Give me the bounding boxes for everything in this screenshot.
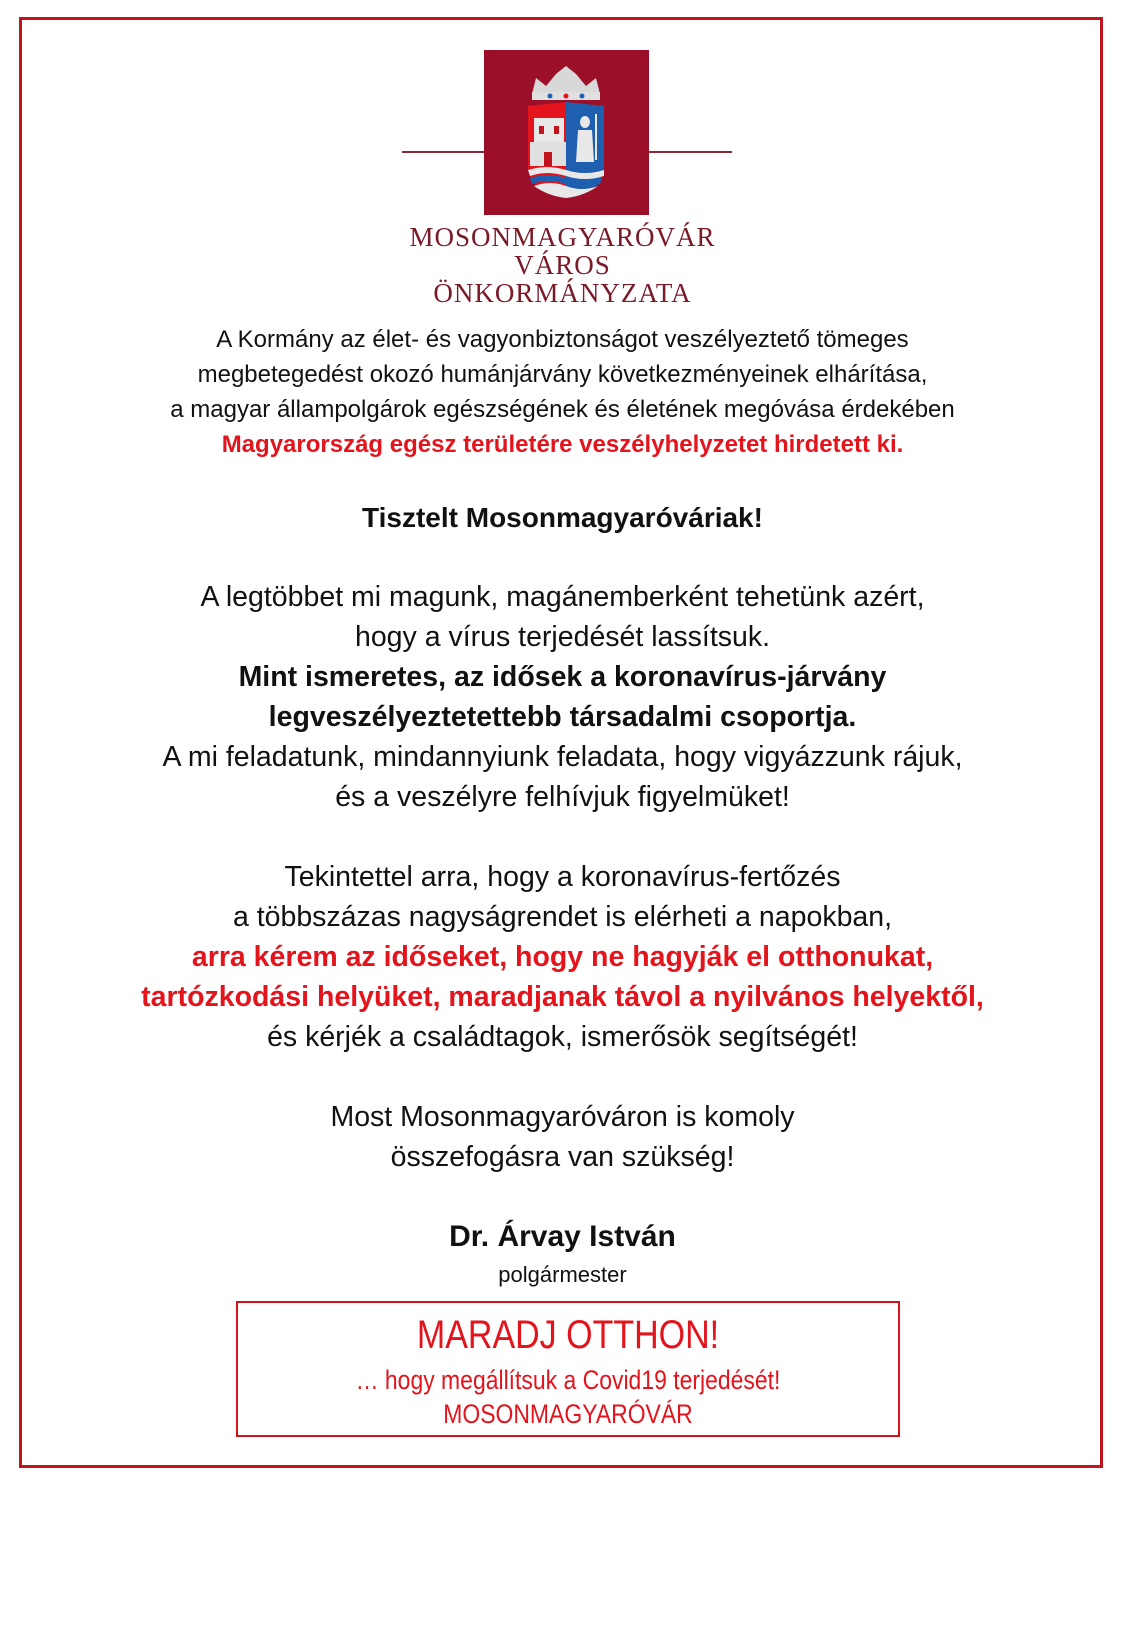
city-logo bbox=[484, 50, 649, 215]
banner-city: MOSONMAGYARÓVÁR bbox=[443, 1399, 693, 1429]
logo-name-line-1: MOSONMAGYARÓVÁR bbox=[409, 222, 716, 252]
intro-line: megbetegedést okozó humánjárvány következményeinek elhárítása, bbox=[197, 361, 928, 388]
banner-subline: … hogy megállítsuk a Covid19 terjedését! bbox=[355, 1365, 781, 1395]
paragraph-bold-line: Mint ismeretes, az idősek a koronavírus-járvány bbox=[238, 661, 887, 693]
paragraph-line: összefogásra van szükség! bbox=[390, 1141, 735, 1173]
paragraph-bold-line: legveszélyeztetettebb társadalmi csoportja. bbox=[268, 701, 857, 733]
greeting-heading: Tisztelt Mosonmagyaróváriak! bbox=[362, 502, 763, 533]
logo-divider-right bbox=[649, 151, 732, 153]
paragraph-red-line: tartózkodási helyüket, maradjanak távol a nyilvános helyektől, bbox=[141, 981, 984, 1013]
paragraph-line: és kérjék a családtagok, ismerősök segítségét! bbox=[267, 1021, 858, 1053]
paragraph-line: és a veszélyre felhívjuk figyelmüket! bbox=[335, 781, 790, 813]
paragraph-line: Tekintettel arra, hogy a koronavírus-fertőzés bbox=[284, 861, 841, 893]
logo-divider-left bbox=[402, 151, 484, 153]
stay-home-banner bbox=[236, 1301, 900, 1437]
paragraph-red-line: arra kérem az időseket, hogy ne hagyják el otthonukat, bbox=[191, 941, 934, 973]
signature-title: polgármester bbox=[498, 1262, 627, 1287]
paragraph-line: a többszázas nagyságrendet is elérheti a napokban, bbox=[232, 901, 893, 933]
intro-line: A Kormány az élet- és vagyonbiztonságot veszélyeztető tömeges bbox=[216, 326, 909, 353]
paragraph-line: A legtöbbet mi magunk, magánemberként tehetünk azért, bbox=[200, 581, 925, 613]
coat-of-arms-icon bbox=[484, 50, 649, 215]
logo-name-line-3: ÖNKORMÁNYZATA bbox=[433, 278, 692, 308]
paragraph-line: Most Mosonmagyaróváron is komoly bbox=[330, 1101, 795, 1133]
logo-name-line-2: VÁROS bbox=[514, 250, 611, 280]
signature-name: Dr. Árvay István bbox=[449, 1220, 676, 1253]
paragraph-line: A mi feladatunk, mindannyiunk feladata, hogy vigyázzunk rájuk, bbox=[162, 741, 963, 773]
intro-line: a magyar állampolgárok egészségének és életének megóvása érdekében bbox=[170, 396, 955, 423]
paragraph-line: hogy a vírus terjedését lassítsuk. bbox=[354, 621, 771, 653]
banner-headline: MARADJ OTTHON! bbox=[416, 1313, 720, 1357]
intro-highlight: Magyarország egész területére veszélyhelyzetet hirdetett ki. bbox=[221, 431, 904, 458]
